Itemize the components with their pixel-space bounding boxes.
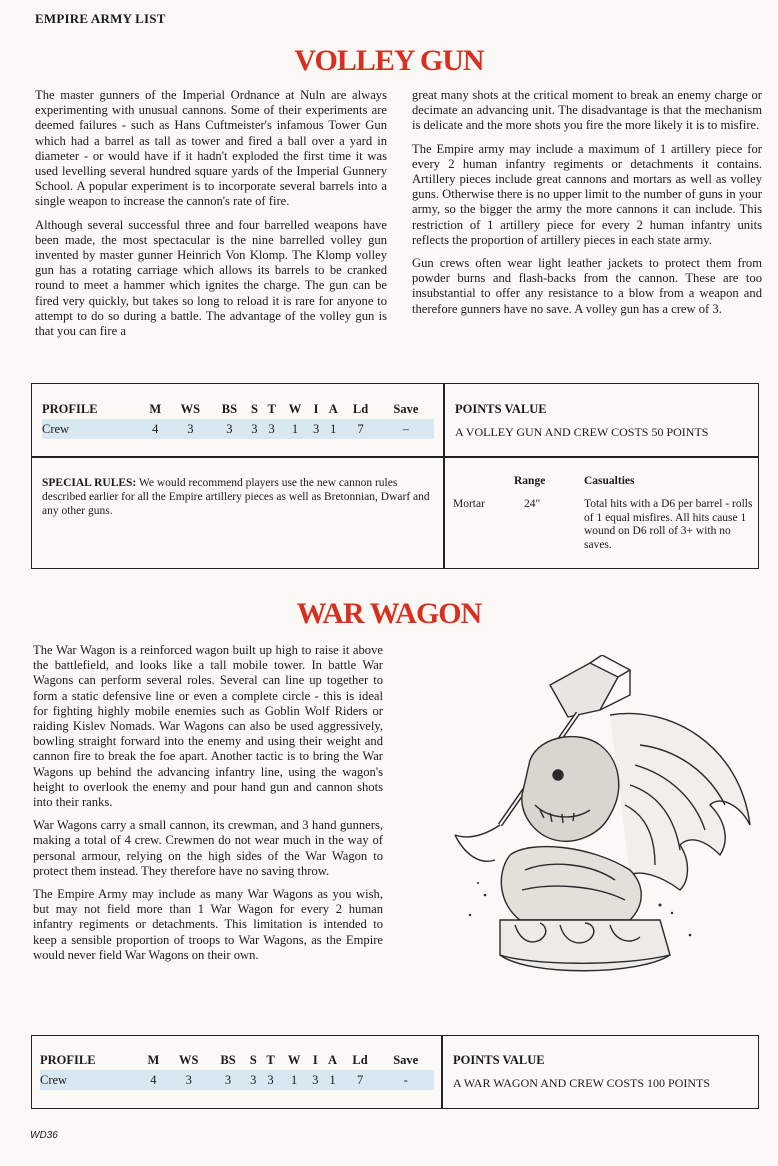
- divider: [441, 1036, 443, 1108]
- volley-gun-title: VOLLEY GUN: [294, 44, 484, 77]
- stat-value: 1: [281, 419, 309, 439]
- volley-gun-stat-box: [31, 383, 759, 569]
- stat-value: 4: [142, 419, 169, 439]
- stat-header: BS: [221, 401, 238, 416]
- paragraph: The master gunners of the Imperial Ordnance at Nuln are always experimenting with unusual cannons. Some of their experiments are deemed failures - such as Hans Cuftmeister's infamous Tower Gun which had a barrel as tall as tower and fired a ball over a yard in diameter - or would have if it hadn't exploded the first time it was used levelling several hundred square yards of the Imperial Gunnery School. A popular experiment is to incorporate several barrels into a single weapon to increase the cannon's rate of fire.: [35, 88, 387, 209]
- stat-value: 3: [308, 1070, 322, 1090]
- profile-crew-row: [42, 419, 434, 439]
- stat-header: I: [313, 401, 319, 416]
- running-header: EMPIRE ARMY LIST: [35, 11, 166, 26]
- stat-header: WS: [180, 401, 201, 416]
- stat-value: 3: [261, 1070, 280, 1090]
- special-rules-text: We would recommend players use the new cannon rules described earlier for all the Empire artillery pieces as well as Bretonnian, Dwarf and any other guns.: [42, 477, 430, 517]
- points-value-title: POINTS VALUE: [453, 1053, 545, 1067]
- weapon-name: Mortar: [453, 498, 485, 510]
- paragraph: The Empire Army may include as many War Wagons as you wish, but may not field more than 1 War Wagon for every 2 human infantry regiments or detachments. This limitation is intended to keep a sensible proportion of troops to War Wagons, as the Empire would never field War Wagons on their own.: [33, 887, 383, 962]
- weapon-casualties: Total hits with a D6 per barrel - rolls of 1 equal misfires. All hits cause 1 wound on D6 roll of 3+ with no saves.: [584, 498, 753, 551]
- stat-value: 1: [322, 1070, 342, 1090]
- stat-value: 3: [169, 419, 213, 439]
- stat-header: I: [312, 1052, 318, 1067]
- stat-header: M: [149, 401, 162, 416]
- stat-header: Ld: [352, 401, 369, 416]
- stat-header: WS: [178, 1052, 199, 1067]
- stat-header: Save: [393, 401, 419, 416]
- profile-header-row: [40, 1050, 434, 1070]
- stat-value: 1: [280, 1070, 308, 1090]
- paragraph: Although several successful three and four barrelled weapons have been made, the most spectacular is the nine barrelled volley gun invented by master gunner Heinrich Von Klomp. The Klomp volley gun has a rotating carriage which allows its barrels to be cranked round to meet a hammer which ignites the charge. The gun can be fired very quickly, but takes so long to reload it is rare for anyone to attempt to do so during a battle. The advantage of the volley gun is that you can fire a: [35, 217, 387, 339]
- war-wagon-column: [33, 643, 383, 971]
- stat-header: T: [266, 1052, 275, 1067]
- griffon-warrior-illustration: [440, 655, 770, 995]
- paragraph: The Empire army may include a maximum of 1 artillery piece for every 2 human infantry regiments or detachments it contains. Artillery pieces include great cannons and mortars as well as volley guns. Otherwise there is no upper limit to the number of guns in your army, so the bigger the army the more cannons it can include. This restriction of 1 artillery piece for every 2 human infantry units reflects the proportion of artillery pieces in each state army.: [412, 141, 762, 247]
- stat-value: 3: [212, 419, 246, 439]
- stat-header: W: [287, 1052, 301, 1067]
- stat-value: 3: [245, 1070, 261, 1090]
- stat-value: 4: [140, 1070, 167, 1090]
- divider: [443, 384, 445, 568]
- stat-value: -: [377, 1070, 434, 1090]
- points-value-text: A WAR WAGON AND CREW COSTS 100 POINTS: [453, 1076, 711, 1090]
- stat-header: A: [328, 401, 338, 416]
- profile-header-row: [42, 399, 434, 419]
- page-number: WD36: [30, 1130, 58, 1141]
- stat-header: S: [250, 401, 258, 416]
- points-value-text: A VOLLEY GUN AND CREW COSTS 50 POINTS: [455, 425, 709, 439]
- war-wagon-stat-box: [31, 1035, 759, 1109]
- stat-header: Save: [393, 1052, 419, 1067]
- paragraph: Gun crews often wear light leather jackets to protect them from powder burns and flash-backs from the cannon. These are too insubstantial to offer any resistance to a blow from a weapon and therefore gunners have no save. A volley gun has a crew of 3.: [412, 256, 762, 316]
- troop-name: Crew: [40, 1070, 140, 1090]
- stat-header: S: [249, 1052, 257, 1067]
- range-header: Range: [514, 475, 546, 487]
- troop-name: Crew: [42, 419, 142, 439]
- paragraph: The War Wagon is a reinforced wagon built up high to raise it above the battlefield, and looks like a tall mobile tower. In battle War Wagons can perform several roles. Several can line up together to form a static defensive line or even a complete circle - this is ideal for fighting highly mobile enemies such as Goblin Wolf Riders or raiding Kislev Nomads. War Wagons can also be used aggressively, bowling straight forward into the enemy and using their weight and cannon fire to break the foe apart. Another tactic is to bring the War Wagons up behind the advancing infantry line, using the wagon's height to overlook the enemy and pour hand gun and cannon shots into their ranks.: [33, 643, 383, 810]
- profile-crew-row: [40, 1070, 434, 1090]
- volley-gun-right-column: [412, 88, 762, 325]
- divider: [32, 456, 758, 458]
- stat-header: M: [147, 1052, 160, 1067]
- stat-header: T: [267, 401, 276, 416]
- stat-header: BS: [220, 1052, 236, 1067]
- stat-value: 7: [343, 419, 377, 439]
- stat-header: Ld: [352, 1052, 368, 1067]
- profile-header: PROFILE: [42, 401, 98, 416]
- stat-value: 3: [247, 419, 263, 439]
- weapon-range: 24": [524, 498, 541, 510]
- stat-value: 1: [323, 419, 343, 439]
- stat-value: 3: [167, 1070, 211, 1090]
- war-wagon-title: WAR WAGON: [296, 597, 482, 630]
- stat-value: –: [378, 419, 434, 439]
- paragraph: War Wagons carry a small cannon, its crewman, and 3 hand gunners, making a total of 4 crew. Crewmen do not wear much in the way of personal armour, relying on the high sides of the War Wagon to protect them instead. They therefore have no saving throw.: [33, 818, 383, 878]
- profile-header: PROFILE: [40, 1052, 96, 1067]
- stat-header: A: [328, 1052, 338, 1067]
- stat-value: 7: [343, 1070, 378, 1090]
- volley-gun-left-column: [35, 88, 387, 347]
- casualties-header: Casualties: [584, 475, 635, 487]
- special-rules: [42, 476, 434, 518]
- war-wagon-profile-table: [40, 1050, 434, 1090]
- stat-value: 3: [309, 419, 323, 439]
- special-rules-label: SPECIAL RULES:: [42, 477, 137, 489]
- stat-value: 3: [262, 419, 281, 439]
- stat-header: W: [288, 401, 302, 416]
- stat-value: 3: [211, 1070, 246, 1090]
- paragraph: great many shots at the critical moment to break an enemy charge or decimate an advancing unit. The disadvantage is that the mechanism is delicate and the more shots you fire the more likely it is to misfire.: [412, 88, 762, 133]
- volley-gun-profile-table: [42, 399, 434, 439]
- points-value-title: POINTS VALUE: [455, 402, 547, 416]
